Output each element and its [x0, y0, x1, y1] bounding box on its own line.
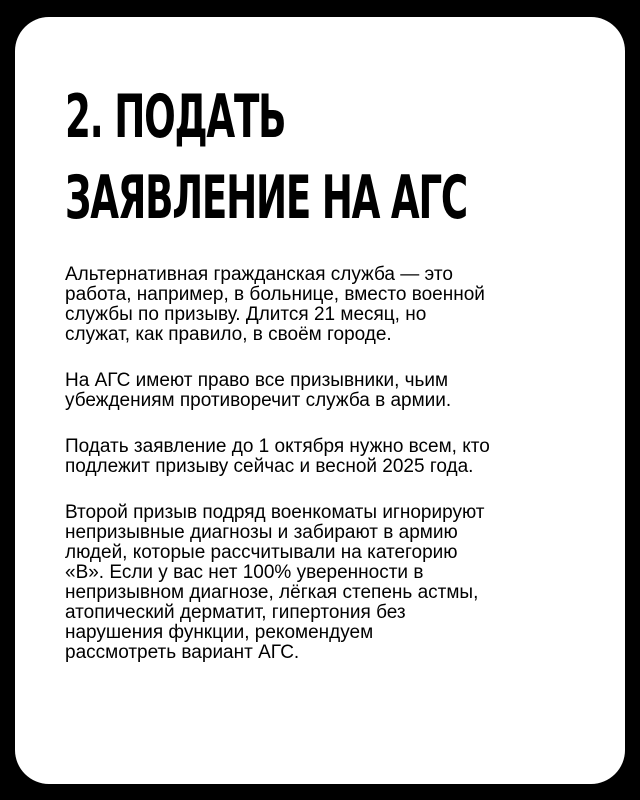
text-line: подлежит призыву сейчас и весной 2025 года.: [65, 456, 474, 477]
page-title: [65, 77, 467, 239]
text-line: непризывные диагнозы и забирают в армию: [65, 522, 458, 543]
text-line: Подать заявление до 1 октября нужно всем, кто: [65, 436, 490, 457]
text-line: убеждениям противоречит служба в армии.: [65, 390, 452, 411]
text-line: «В». Если у вас нет 100% уверенности в: [65, 562, 424, 583]
paragraph-ags-definition: [65, 265, 585, 345]
text-line: Альтернативная гражданская служба — это: [65, 264, 453, 285]
text-line: атопический дерматит, гипертония без: [65, 602, 406, 623]
paragraph-recommendation: [65, 503, 585, 663]
text-line: служат, как правило, в своём городе.: [65, 324, 392, 345]
body-text: [65, 265, 585, 689]
text-line: нарушения функции, рекомендуем: [65, 622, 374, 643]
card: [15, 17, 625, 784]
title-line-1: 2. ПОДАТЬ: [65, 82, 286, 152]
text-line: непризывном диагнозе, лёгкая степень астмы,: [65, 582, 479, 603]
text-line: людей, которые рассчитывали на категорию: [65, 542, 458, 563]
text-line: работа, например, в больнице, вместо военной: [65, 284, 485, 305]
title-line-2: ЗАЯВЛЕНИЕ НА АГС: [65, 163, 467, 233]
text-line: На АГС имеют право все призывники, чьим: [65, 370, 449, 391]
text-line: службы по призыву. Длится 21 месяц, но: [65, 304, 427, 325]
text-line: рассмотреть вариант АГС.: [65, 642, 300, 663]
paragraph-deadline: [65, 437, 585, 477]
paragraph-eligibility: [65, 371, 585, 411]
text-line: Второй призыв подряд военкоматы игнорируют: [65, 502, 485, 523]
